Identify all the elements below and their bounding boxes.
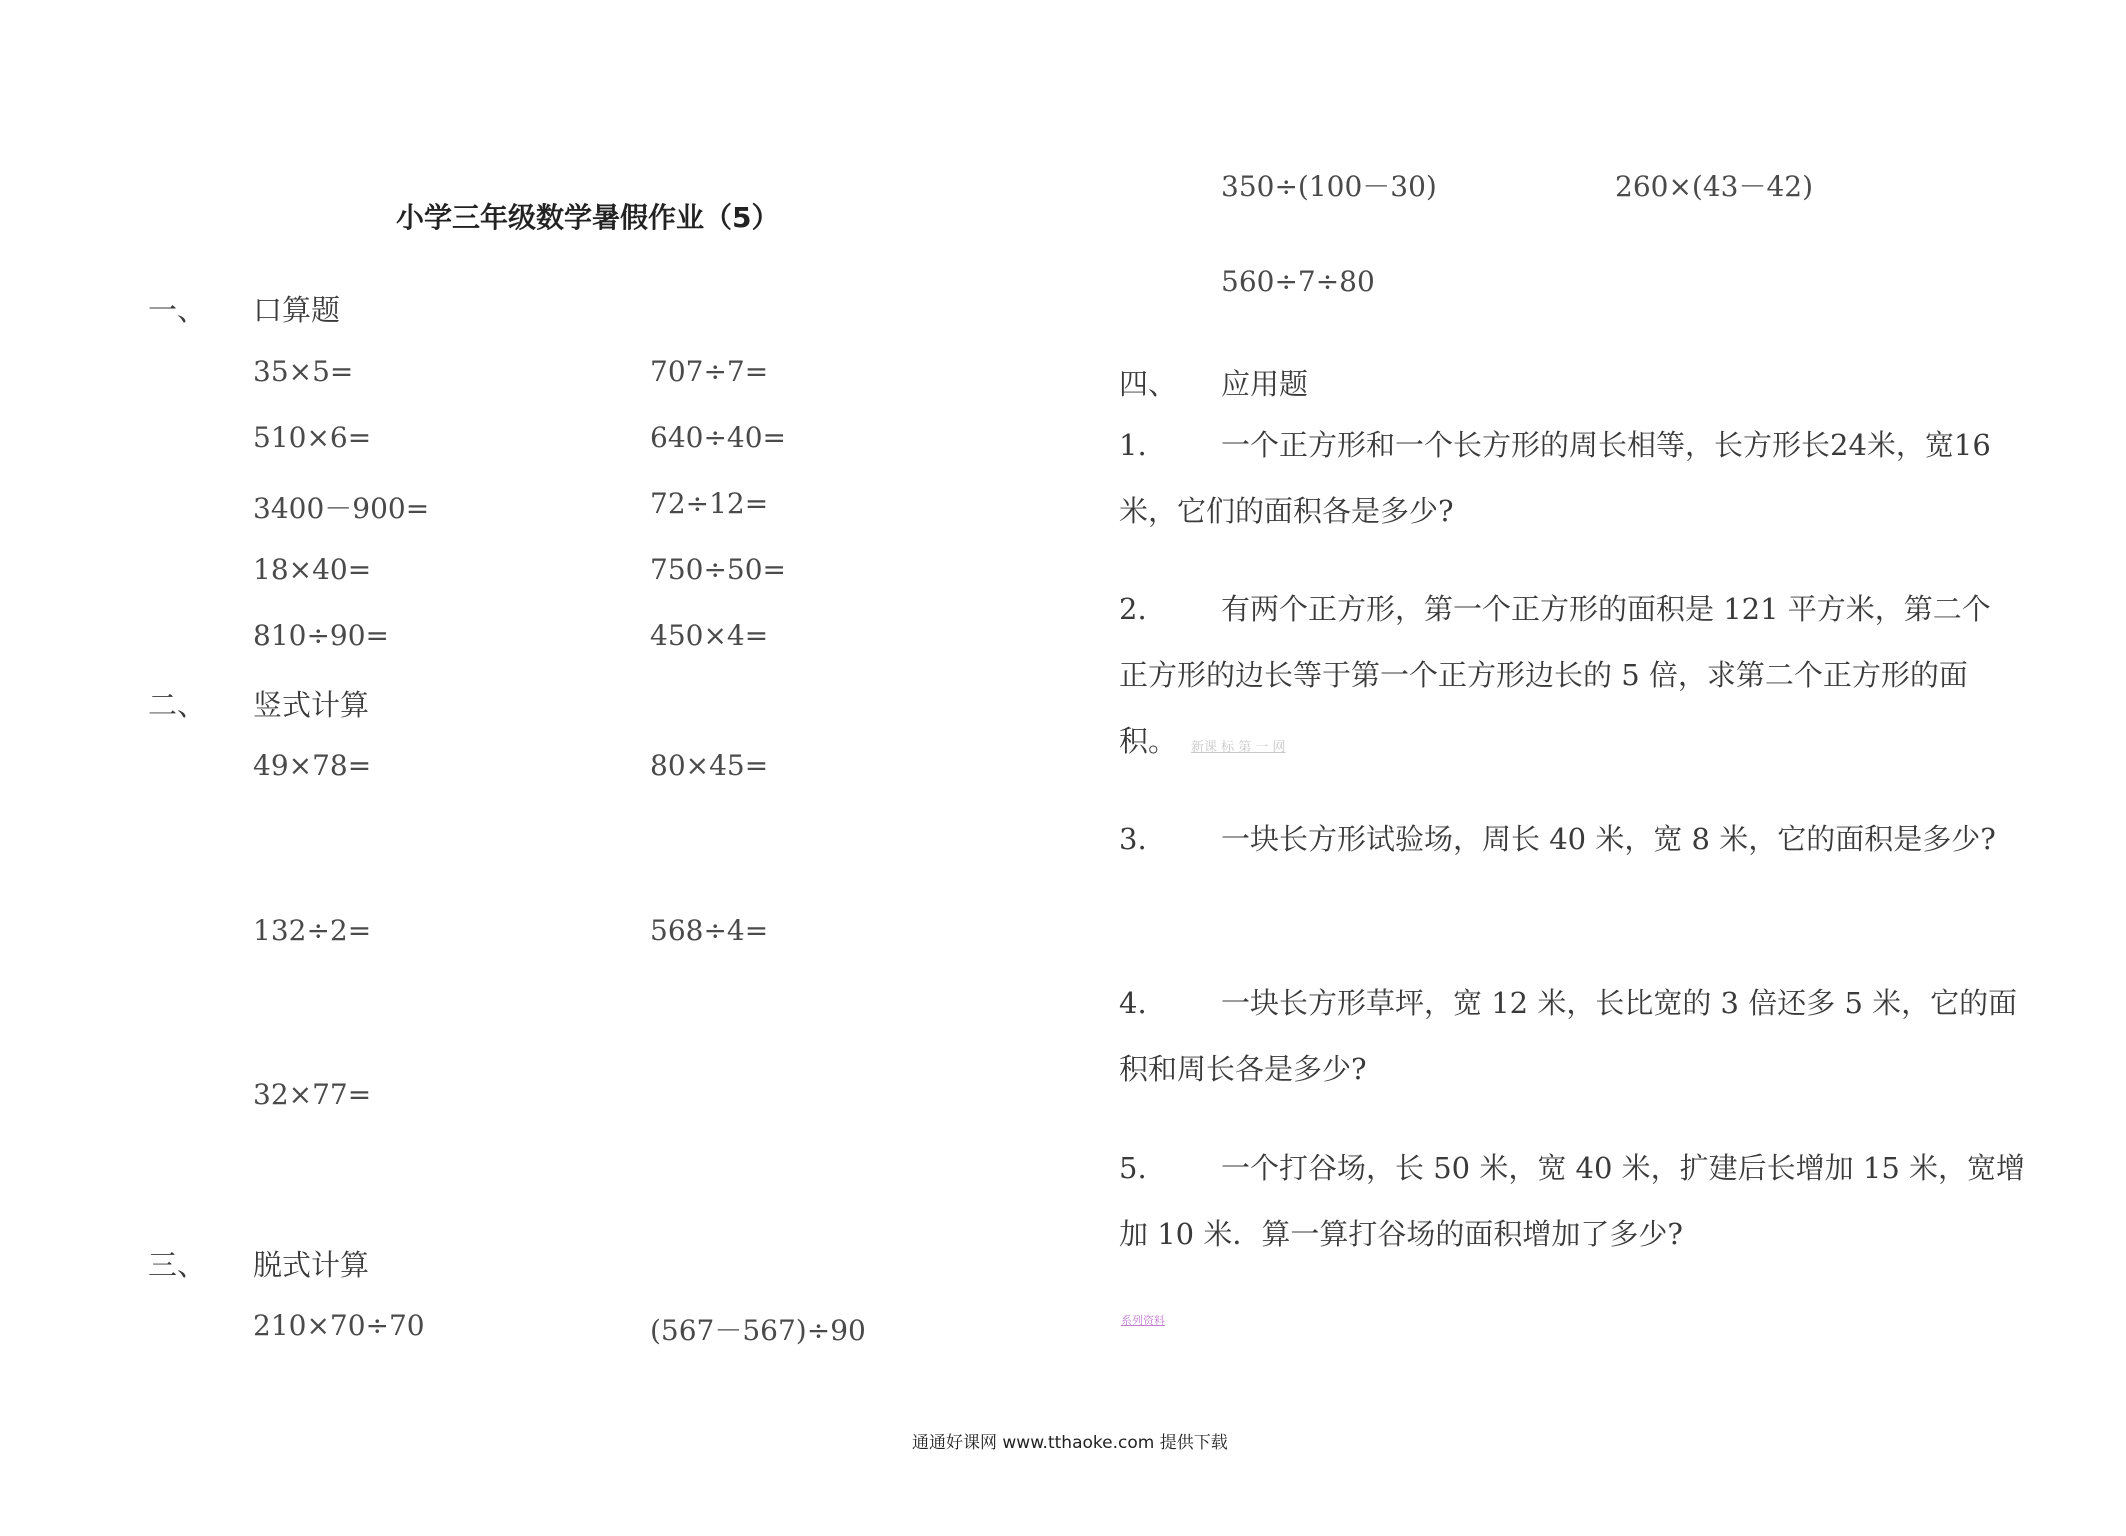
- problem-4: [1119, 970, 2017, 1102]
- problem-text: 加 10 米．算一算打谷场的面积增加了多少?: [1119, 1217, 1683, 1251]
- oral-item: 18×40=: [253, 553, 372, 586]
- oral-item: 72÷12=: [650, 487, 769, 520]
- section-4-label: 应用题: [1221, 367, 1309, 401]
- problem-text: 一块长方形试验场，周长 40 米，宽 8 米，它的面积是多少?: [1221, 822, 1996, 856]
- section-3-number: 三、: [148, 1248, 207, 1282]
- stepwise-item: (567－567)÷90: [650, 1314, 866, 1347]
- problem-text: 一个正方形和一个长方形的周长相等，长方形长24米，宽16: [1221, 428, 1991, 462]
- watermark-link[interactable]: 新课 标 第 一 网: [1191, 740, 1286, 755]
- section-4-number: 四、: [1119, 367, 1178, 401]
- problem-text: 一个打谷场，长 50 米，宽 40 米，扩建后长增加 15 米，宽增: [1221, 1151, 2026, 1185]
- problem-text: 一块长方形草坪，宽 12 米，长比宽的 3 倍还多 5 米，它的面: [1221, 986, 2018, 1020]
- problem-number: 5.: [1119, 1151, 1147, 1185]
- problem-text: 米，它们的面积各是多少?: [1119, 494, 1454, 528]
- oral-item: 750÷50=: [650, 553, 786, 586]
- oral-item: 810÷90=: [253, 619, 389, 652]
- series-link[interactable]: 系列资料: [1121, 1314, 1165, 1327]
- vertical-item: 32×77=: [253, 1078, 372, 1111]
- problem-2: [1119, 576, 1991, 781]
- vertical-item: 49×78=: [253, 749, 372, 782]
- section-1-label: 口算题: [253, 293, 341, 327]
- problem-text: 积和周长各是多少?: [1119, 1052, 1367, 1086]
- problem-text: 有两个正方形，第一个正方形的面积是 121 平方米，第二个: [1221, 592, 1991, 626]
- section-2-label: 竖式计算: [253, 688, 370, 722]
- problem-3: [1119, 806, 1996, 872]
- page-title: 小学三年级数学暑假作业（5）: [396, 201, 780, 234]
- problem-number: 2.: [1119, 592, 1147, 626]
- problem-number: 3.: [1119, 822, 1147, 856]
- problem-text: 正方形的边长等于第一个正方形边长的 5 倍，求第二个正方形的面: [1119, 658, 1968, 692]
- section-1-number: 一、: [148, 293, 207, 327]
- problem-number: 4.: [1119, 986, 1147, 1020]
- oral-item: 707÷7=: [650, 355, 769, 388]
- section-2-number: 二、: [148, 688, 207, 722]
- stepwise-item: 560÷7÷80: [1221, 265, 1375, 298]
- section-3-label: 脱式计算: [253, 1248, 370, 1282]
- problem-1: [1119, 412, 1991, 544]
- vertical-item: 80×45=: [650, 749, 769, 782]
- problem-5: [1119, 1135, 2025, 1267]
- problem-text: 积。: [1119, 724, 1178, 758]
- oral-item: 640÷40=: [650, 421, 786, 454]
- oral-item: 3400－900=: [253, 492, 430, 525]
- problem-number: 1.: [1119, 428, 1147, 462]
- stepwise-item: 350÷(100－30): [1221, 170, 1437, 203]
- stepwise-item: 210×70÷70: [253, 1309, 425, 1342]
- vertical-item: 132÷2=: [253, 914, 372, 947]
- vertical-item: 568÷4=: [650, 914, 769, 947]
- oral-item: 35×5=: [253, 355, 354, 388]
- footer-source: 通通好课网 www.tthaoke.com 提供下载: [912, 1433, 1228, 1453]
- stepwise-item: 260×(43－42): [1615, 170, 1814, 203]
- oral-item: 510×6=: [253, 421, 372, 454]
- oral-item: 450×4=: [650, 619, 769, 652]
